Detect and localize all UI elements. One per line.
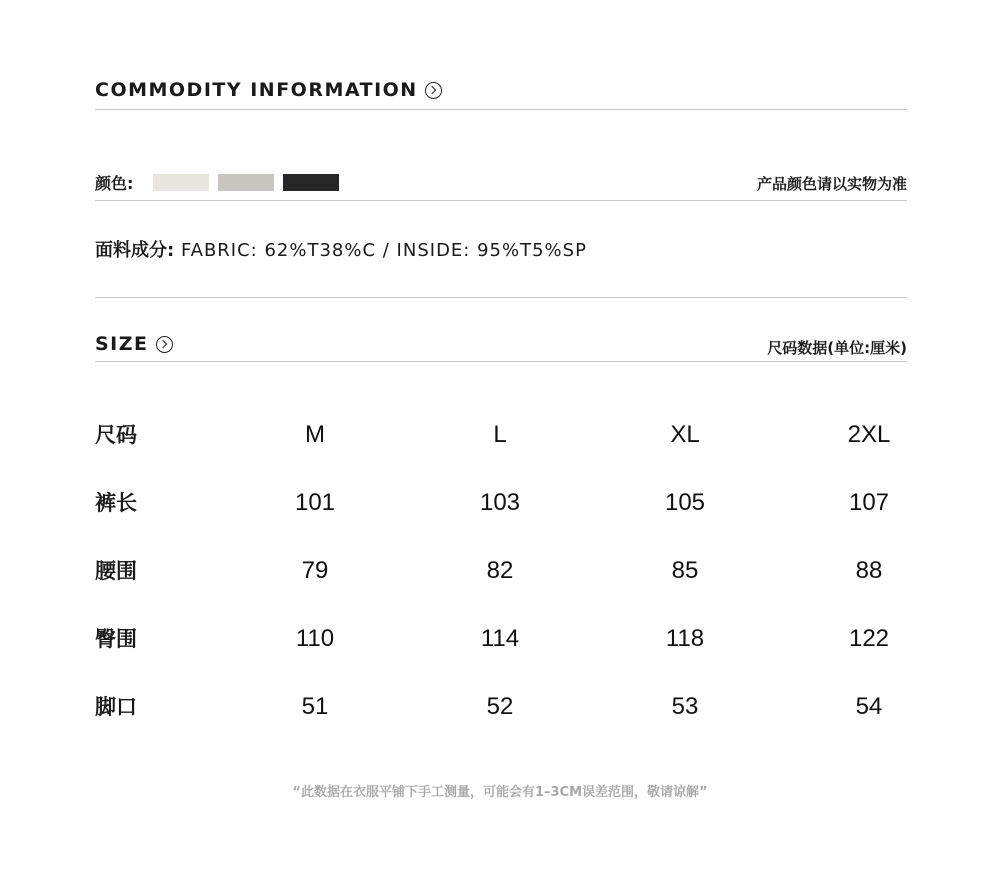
- color-row: [95, 172, 907, 192]
- row-label: 尺码: [95, 423, 137, 447]
- size-unit-note: 尺码数据(单位:厘米): [767, 339, 907, 357]
- row-label: 臀围: [95, 627, 137, 651]
- chevron-right-circle-icon[interactable]: [425, 82, 442, 99]
- table-cell: 52: [486, 693, 514, 720]
- fabric-label: 面料成分:: [95, 240, 175, 261]
- commodity-header: [95, 79, 442, 101]
- table-cell: M: [305, 421, 325, 448]
- table-cell: 107: [848, 489, 890, 516]
- measurement-footnote: “此数据在衣服平铺下手工测量，可能会有1–3CM误差范围，敬请谅解”: [292, 785, 708, 800]
- table-cell: 114: [480, 625, 520, 652]
- size-table: [95, 415, 907, 755]
- table-cell: 2XL: [847, 421, 891, 448]
- color-swatch-grey: [218, 174, 274, 191]
- divider: [95, 361, 907, 362]
- table-cell: 105: [664, 489, 706, 516]
- table-row: [95, 687, 907, 755]
- color-swatch-black: [283, 174, 339, 191]
- table-row: [95, 415, 907, 483]
- color-swatch-light: [153, 174, 209, 191]
- table-cell: 79: [301, 557, 329, 584]
- table-cell: 82: [486, 557, 514, 584]
- chevron-right-circle-icon[interactable]: [156, 336, 173, 353]
- table-cell: 51: [301, 693, 329, 720]
- color-note: 产品颜色请以实物为准: [756, 175, 907, 193]
- row-label: 脚口: [95, 695, 137, 719]
- fabric-row: [95, 236, 587, 262]
- row-label: 腰围: [95, 559, 137, 583]
- commodity-title: COMMODITY INFORMATION: [95, 79, 418, 101]
- table-cell: XL: [670, 421, 700, 448]
- fabric-value: FABRIC: 62%T38%C / INSIDE: 95%T5%SP: [180, 240, 587, 261]
- divider: [95, 109, 907, 110]
- table-row: [95, 483, 907, 551]
- size-title: SIZE: [95, 333, 149, 355]
- size-header: [95, 333, 173, 355]
- color-label: 颜色:: [95, 173, 134, 193]
- table-cell: 101: [294, 489, 336, 516]
- table-cell: 103: [479, 489, 521, 516]
- row-label: 裤长: [95, 491, 137, 515]
- table-cell: L: [493, 421, 507, 448]
- table-cell: 110: [295, 625, 335, 652]
- table-cell: 118: [665, 625, 705, 652]
- table-cell: 122: [848, 625, 890, 652]
- divider: [95, 200, 907, 201]
- divider: [95, 297, 907, 298]
- table-cell: 85: [671, 557, 699, 584]
- table-cell: 54: [855, 693, 883, 720]
- table-row: [95, 619, 907, 687]
- table-cell: 53: [671, 693, 699, 720]
- table-cell: 88: [855, 557, 883, 584]
- table-row: [95, 551, 907, 619]
